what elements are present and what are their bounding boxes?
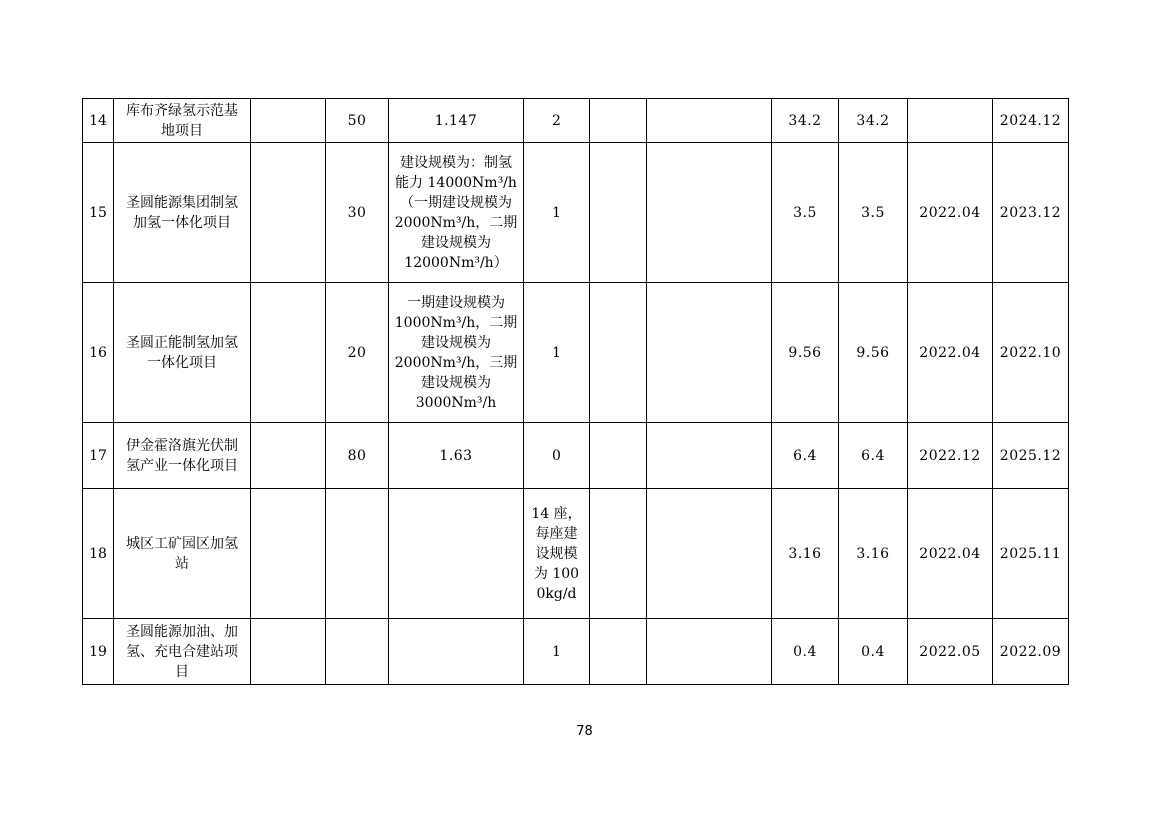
table-row [83, 423, 1069, 489]
stations-text: 14 座，每座建设规模为 1000kg/d [531, 505, 582, 602]
table-row [83, 143, 1069, 283]
scale-text: 1.147 [434, 112, 478, 129]
cell-no: 17 [83, 423, 114, 489]
cell-col9: 9.56 [772, 283, 839, 423]
scale-text: 一期建设规模为 1000Nm³/h，二期建设规模为 2000Nm³/h，三期建设规模为 3000Nm³/h [394, 294, 518, 411]
cell-col9: 0.4 [772, 619, 839, 685]
cell-end: 2025.11 [993, 489, 1069, 619]
cell-col10: 6.4 [839, 423, 908, 489]
cell-start: 2022.04 [908, 489, 993, 619]
project-name: 圣圆正能制氢加氢一体化项目 [126, 334, 238, 371]
cell-col8 [647, 143, 772, 283]
cell-stations [524, 423, 590, 489]
cell-col9: 34.2 [772, 99, 839, 143]
cell-scale [389, 283, 524, 423]
cell-no: 15 [83, 143, 114, 283]
cell-stations [524, 99, 590, 143]
cell-col7 [590, 423, 647, 489]
cell-col9: 6.4 [772, 423, 839, 489]
cell-col8 [647, 489, 772, 619]
stations-text: 1 [552, 204, 561, 221]
scale-text: 建设规模为：制氢能力 14000Nm³/h（一期建设规模为 2000Nm³/h，二期建设规模为 12000Nm³/h） [394, 154, 518, 271]
table-row [83, 489, 1069, 619]
page-number: 78 [576, 724, 593, 739]
cell-col4: 50 [326, 99, 389, 143]
table-row [83, 619, 1069, 685]
cell-col4: 30 [326, 143, 389, 283]
cell-end: 2022.09 [993, 619, 1069, 685]
cell-start [908, 99, 993, 143]
cell-end: 2024.12 [993, 99, 1069, 143]
cell-no: 16 [83, 283, 114, 423]
cell-scale [389, 423, 524, 489]
cell-col10: 3.5 [839, 143, 908, 283]
cell-name [114, 619, 251, 685]
cell-scale [389, 143, 524, 283]
cell-end: 2023.12 [993, 143, 1069, 283]
cell-name [114, 489, 251, 619]
table-row [83, 99, 1069, 143]
cell-start: 2022.04 [908, 283, 993, 423]
cell-stations [524, 143, 590, 283]
cell-col4: 20 [326, 283, 389, 423]
project-name: 圣圆能源加油、加氢、充电合建站项目 [126, 623, 238, 680]
cell-col7 [590, 619, 647, 685]
cell-no: 18 [83, 489, 114, 619]
cell-col3 [251, 619, 326, 685]
cell-col4 [326, 489, 389, 619]
cell-scale [389, 489, 524, 619]
cell-name [114, 283, 251, 423]
cell-col3 [251, 489, 326, 619]
cell-col7 [590, 99, 647, 143]
project-name: 圣圆能源集团制氢加氢一体化项目 [126, 194, 238, 231]
cell-name [114, 99, 251, 143]
cell-stations [524, 283, 590, 423]
cell-col3 [251, 423, 326, 489]
cell-col3 [251, 143, 326, 283]
cell-col7 [590, 489, 647, 619]
scale-text: 1.63 [439, 447, 473, 464]
cell-col4: 80 [326, 423, 389, 489]
cell-col9: 3.16 [772, 489, 839, 619]
cell-start: 2022.12 [908, 423, 993, 489]
cell-end: 2022.10 [993, 283, 1069, 423]
cell-col8 [647, 619, 772, 685]
cell-col10: 9.56 [839, 283, 908, 423]
cell-stations [524, 619, 590, 685]
cell-scale [389, 619, 524, 685]
cell-col3 [251, 99, 326, 143]
project-name: 伊金霍洛旗光伏制氢产业一体化项目 [126, 437, 238, 474]
project-name: 库布齐绿氢示范基地项目 [126, 102, 238, 139]
project-table [82, 98, 1069, 685]
cell-col7 [590, 143, 647, 283]
cell-col10: 34.2 [839, 99, 908, 143]
cell-col7 [590, 283, 647, 423]
cell-stations [524, 489, 590, 619]
cell-col8 [647, 423, 772, 489]
stations-text: 1 [552, 643, 561, 660]
cell-start: 2022.04 [908, 143, 993, 283]
cell-col10: 0.4 [839, 619, 908, 685]
cell-col9: 3.5 [772, 143, 839, 283]
stations-text: 0 [552, 447, 561, 464]
cell-name [114, 423, 251, 489]
cell-name [114, 143, 251, 283]
cell-col8 [647, 99, 772, 143]
cell-end: 2025.12 [993, 423, 1069, 489]
cell-col3 [251, 283, 326, 423]
cell-start: 2022.05 [908, 619, 993, 685]
cell-col10: 3.16 [839, 489, 908, 619]
cell-no: 14 [83, 99, 114, 143]
cell-col8 [647, 283, 772, 423]
project-name: 城区工矿园区加氢站 [126, 535, 238, 572]
table-row [83, 283, 1069, 423]
cell-col4 [326, 619, 389, 685]
cell-scale [389, 99, 524, 143]
stations-text: 1 [552, 344, 561, 361]
stations-text: 2 [552, 112, 561, 129]
cell-no: 19 [83, 619, 114, 685]
